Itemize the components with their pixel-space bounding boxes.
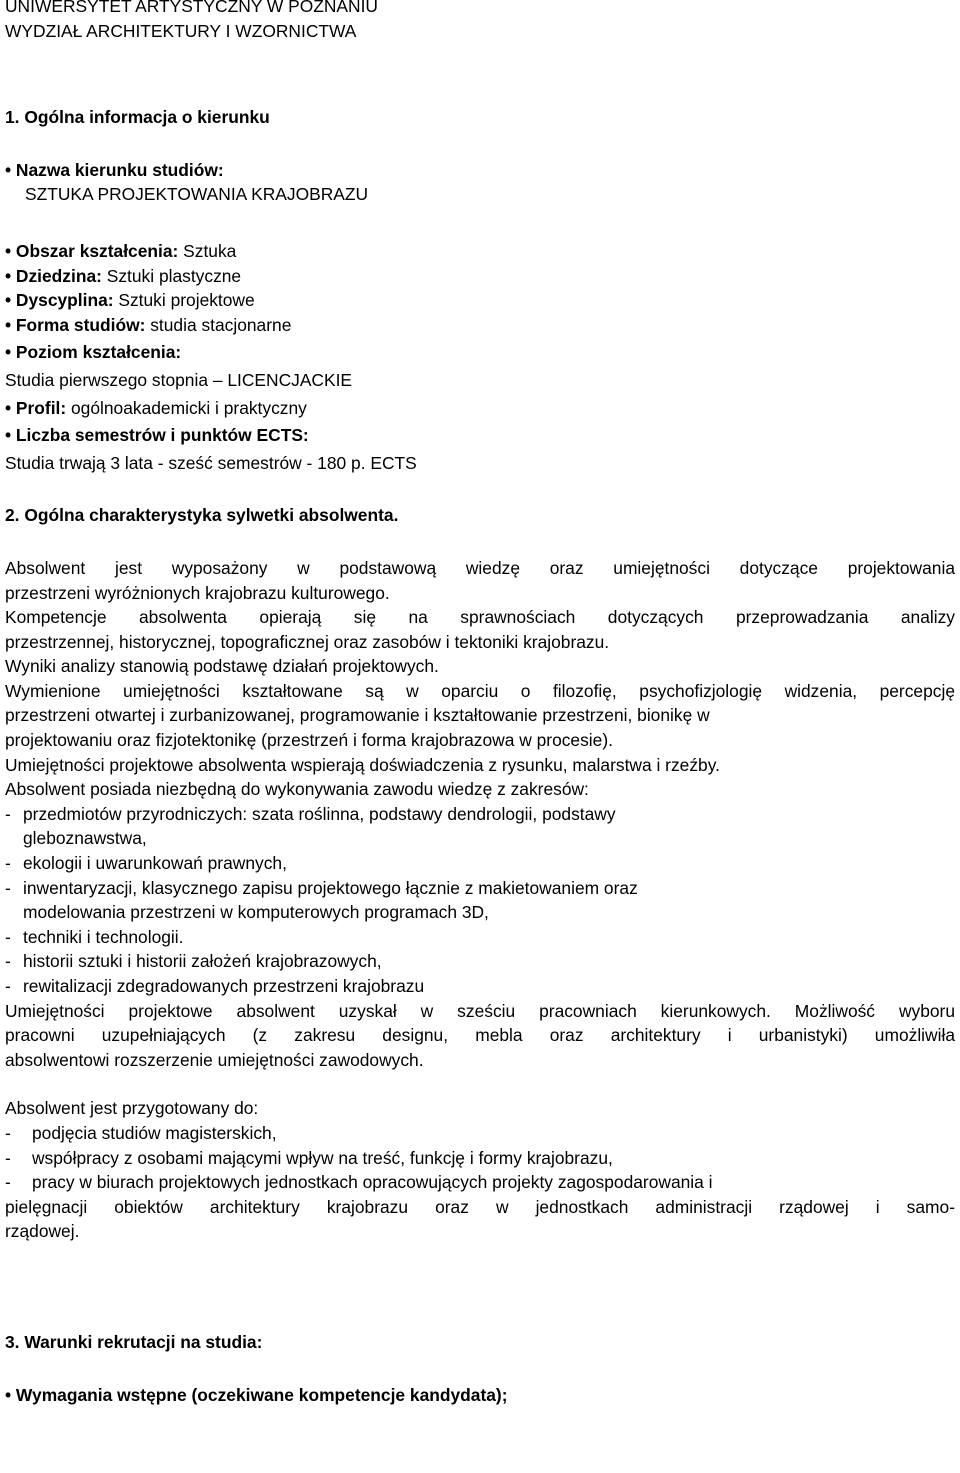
section-2-title: 2. Ogólna charakterystyka sylwetki absolwenta. (5, 505, 399, 526)
section-3-title: 3. Warunki rekrutacji na studia: (5, 1331, 263, 1352)
semesters-value: Studia trwają 3 lata - sześć semestrów - 180 p. ECTS (5, 452, 417, 473)
info-item-domain: • Dziedzina: Sztuki plastyczne (5, 265, 242, 286)
field-name-label: • Nazwa kierunku studiów: (5, 159, 224, 180)
document-page (5, 0, 955, 1407)
list-item: - przedmiotów przyrodniczych: szata roślinna, podstawy dendrologii, podstawy (5, 803, 616, 824)
list-item: - inwentaryzacji, klasycznego zapisu projektowego łącznie z makietowaniem oraz (5, 877, 638, 898)
paragraph-line: przestrzennej, historycznej, topograficznej oraz zasobów i tektoniki krajobrazu. (5, 631, 610, 652)
paragraph-line: absolwentowi rozszerzenie umiejętności zawodowych. (5, 1049, 424, 1070)
paragraph-line: pielęgnacji obiektów architektury krajobrazu oraz w jednostkach administracji rządowej i samo- (5, 1196, 955, 1217)
paragraph-line: pracowni uzupełniających (z zakresu designu, mebla oraz architektury i urbanistyki) umożliwiła (5, 1025, 955, 1046)
paragraph-line: Umiejętności projektowe absolwenta wspierają doświadczenia z rysunku, malarstwa i rzeźby. (5, 754, 720, 775)
list-item: - historii sztuki i historii założeń krajobrazowych, (5, 951, 382, 972)
list-item: - podjęcia studiów magisterskich, (5, 1122, 277, 1143)
info-item-discipline: • Dyscyplina: Sztuki projektowe (5, 290, 255, 311)
info-item-study-form: • Forma studiów: studia stacjonarne (5, 314, 292, 335)
field-name-value: SZTUKA PROJEKTOWANIA KRAJOBRAZU (25, 184, 369, 205)
faculty-name: WYDZIAŁ ARCHITEKTURY I WZORNICTWA (5, 20, 357, 41)
paragraph-line: Umiejętności projektowe absolwent uzyskał w sześciu pracowniach kierunkowych. Możliwość wyboru (5, 1000, 955, 1021)
level-label: • Poziom kształcenia: (5, 342, 182, 363)
list-item-continuation: modelowania przestrzeni w komputerowych programach 3D, (23, 902, 489, 923)
level-value: Studia pierwszego stopnia – LICENCJACKIE (5, 369, 353, 390)
list-item-continuation: gleboznawstwa, (23, 828, 147, 849)
paragraph-line: przestrzeni otwartej i zurbanizowanej, programowanie i kształtowanie przestrzeni, bionikę w (5, 705, 710, 726)
list-item: - techniki i technologii. (5, 926, 184, 947)
list-item: - ekologii i uwarunkowań prawnych, (5, 853, 287, 874)
list-item: - rewitalizacji zdegradowanych przestrzeni krajobrazu (5, 976, 425, 996)
paragraph-line: Wyniki analizy stanowią podstawę działań projektowych. (5, 656, 439, 677)
info-item-area: • Obszar kształcenia: Sztuka (5, 240, 237, 261)
requirements-item: • Wymagania wstępne (oczekiwane kompetencje kandydata); (5, 1384, 508, 1405)
paragraph-line: Absolwent jest wyposażony w podstawową wiedzę oraz umiejętności dotyczące projektowania (5, 557, 955, 578)
profile-item: • Profil: ogólnoakademicki i praktyczny (5, 397, 307, 418)
section-1-title: 1. Ogólna informacja o kierunku (5, 107, 270, 128)
list-item: - współpracy z osobami mającymi wpływ na treść, funkcję i formy krajobrazu, (5, 1147, 613, 1168)
prepared-intro: Absolwent jest przygotowany do: (5, 1098, 259, 1119)
paragraph-line: projektowaniu oraz fizjotektonikę (przestrzeń i forma krajobrazowa w procesie). (5, 730, 613, 751)
paragraph-line: Kompetencje absolwenta opierają się na sprawnościach dotyczących przeprowadzania analizy (5, 607, 955, 628)
paragraph-line: Absolwent posiada niezbędną do wykonywania zawodu wiedzę z zakresów: (5, 779, 589, 800)
paragraph-line: przestrzeni wyróżnionych krajobrazu kulturowego. (5, 582, 390, 603)
semesters-label: • Liczba semestrów i punktów ECTS: (5, 425, 309, 446)
university-name: UNIWERSYTET ARTYSTYCZNY W POZNANIU (5, 0, 378, 16)
paragraph-line: rządowej. (5, 1221, 80, 1242)
list-item: - pracy w biurach projektowych jednostkach opracowujących projekty zagospodarowania i (5, 1172, 713, 1193)
paragraph-line: Wymienione umiejętności kształtowane są w oparciu o filozofię, psychofizjologię widzenia, percepcję (5, 680, 955, 701)
